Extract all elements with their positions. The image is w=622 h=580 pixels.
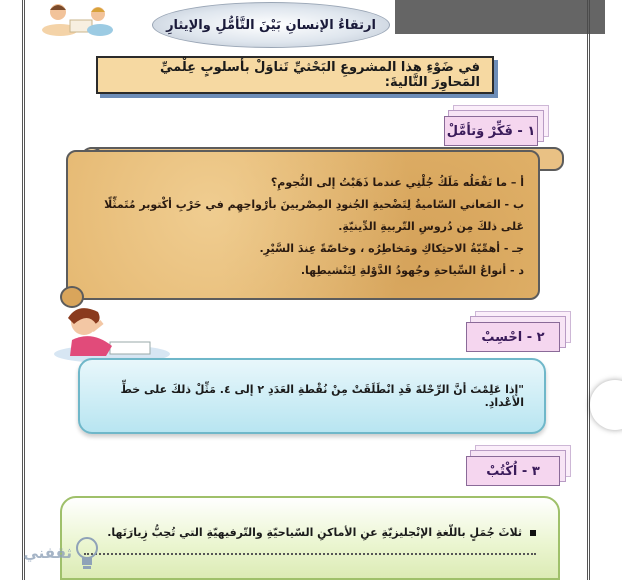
question-c: جـ - أهمِّيّةُ الاحتِكاكِ ومَخاطِرُه ، وخاصّةً عِندَ السَّيْرِ. xyxy=(259,242,524,255)
side-scroll-handle[interactable] xyxy=(590,380,622,430)
section-1-label: ١ - فَكِّرْ وَتأمَّلْ xyxy=(444,116,538,146)
top-bar-overlay xyxy=(395,0,605,34)
section-1-scroll xyxy=(66,150,540,300)
section-2-box xyxy=(78,358,546,434)
answer-dotted-line[interactable] xyxy=(84,553,536,555)
section-3-box xyxy=(60,496,560,580)
question-b: ب - المَعاني السّاميةُ لِتَضْحيةِ الجُنودِ المِصْريينَ بأرْواحِهِم في حَرْبِ أكْتوبر مُتَمثِّلًا عَلى ذلكَ مِن دُروسِ التّربيةِ الدِّينيّةِ. xyxy=(104,198,524,233)
section-3-label: ٣ - اُكْتُبْ xyxy=(466,456,560,486)
page-title: ارتقاءُ الإنسانِ بَيْنَ التَّأمُّلِ والإيثارِ xyxy=(152,2,390,48)
question-d: د - أنواعُ السِّياحةِ وجُهودُ الدَّوْلةِ لِتَنْشيطِها. xyxy=(300,264,524,277)
section-2-text: "إذا عَلِمْتَ أنَّ الرِّحْلةَ قَدِ انْطَلَقَتْ مِنْ نُقْطةِ العَدَدِ ٢ إلى ٤. مَثِّلْ ذلكَ على خطِّ الأعْدادِ. xyxy=(120,383,524,409)
intro-banner: في ضَوْءِ هذا المشروعِ البَحْثيِّ تَناوَلْ بأسلوبٍ عِلْميِّ المَحاوِرَ التَّاليةَ: xyxy=(96,56,494,94)
bullet-square-icon xyxy=(530,530,536,536)
section-3-text: ثلاثَ جُمَلٍ باللّغةِ الإنْجليزيّةِ عنِ الأماكنِ السّياحيّةِ والتّرفيهيّةِ التي تُحِبُّ زِيارَتَها. xyxy=(107,526,522,539)
question-a: أ – ما تَفْعَلُه مَلَكُ جُلْنِي عندما ذَهَبْتُ إلى النُّجومِ؟ xyxy=(270,176,524,189)
girl-thinking-illustration xyxy=(52,300,170,364)
section-3-bullet xyxy=(84,526,536,539)
site-watermark xyxy=(4,528,100,578)
section-2-label: ٢ - احْسِبْ xyxy=(466,322,560,352)
watermark-text: ثقفني xyxy=(23,544,72,562)
lightbulb-icon xyxy=(74,536,100,570)
kids-reading-illustration xyxy=(40,0,115,38)
